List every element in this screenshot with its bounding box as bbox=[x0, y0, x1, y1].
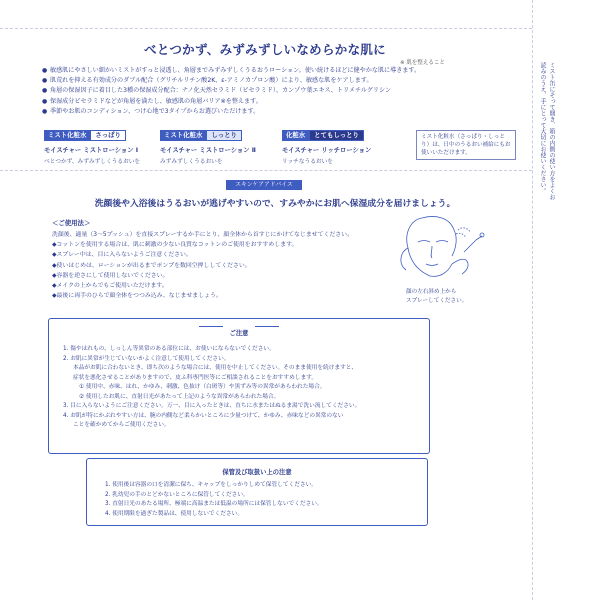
list-item: ① 使用中、赤味、はれ、かゆみ、刺激、色抜け（白斑等）や黒ずみ等の異常があらわれた場合。 bbox=[79, 384, 326, 390]
list-item: 3. 直射日光のあたる場所、極端に高温または低温の場所には保管しないでください。 bbox=[105, 501, 323, 507]
list-item: ● 敏感肌にやさしい細かいミストがすっと浸透し、角層までみずみずしくうるおうローション。使い続けるほどに健やかな肌に導きます。 bbox=[42, 66, 514, 76]
product-texture-label: とてもしっとり bbox=[309, 130, 364, 141]
advice-badge: スキンケアアドバイス bbox=[226, 180, 302, 190]
product-name: モイスチャー ミストローション Ⅱ bbox=[160, 147, 256, 154]
list-item: ◆使いはじめは、ローションが出るまでポンプを数回空押ししてください。 bbox=[52, 262, 251, 269]
list-item: 1. 使用後は容器の口を清潔に保ち、キャップをしっかりしめて保管してください。 bbox=[105, 482, 317, 488]
product-name: モイスチャー ミストローション Ⅰ bbox=[44, 147, 139, 154]
list-item: ◆容器を逆さにして使用しないでください。 bbox=[52, 272, 169, 279]
product-tag bbox=[282, 130, 394, 141]
product-name: モイスチャー リッチローション bbox=[282, 147, 372, 154]
list-item: ◆スプレー中は、目に入らないようご注意ください。 bbox=[52, 252, 192, 259]
list-item: 2. お肌に異常が生じていないかよく注意して使用してください。 bbox=[63, 355, 230, 362]
list-item: ② 使用したお肌に、直射日光があたって上記のような異常があらわれた場合。 bbox=[79, 393, 280, 400]
list-item: 2. 乳幼児の手のとどかないところに保管してください。 bbox=[105, 491, 249, 498]
fold-line bbox=[0, 170, 532, 171]
product-card bbox=[282, 130, 394, 165]
advice-text: 洗顔後や入浴後はうるおいが逃げやすいので、すみやかにお肌へ保湿成分を届けましょう。 bbox=[94, 199, 456, 209]
product-description: べとつかず、みずみずしくうるおいを bbox=[44, 159, 141, 165]
title-bracket bbox=[255, 326, 279, 335]
product-description: リッチなうるおいを bbox=[282, 159, 333, 165]
product-card bbox=[160, 130, 272, 165]
product-card bbox=[44, 130, 156, 165]
list-item: 洗顔後、適量（3～5プッシュ）を直接スプレーするか手にとり、顔全体から首すじにかけてなじませてください。 bbox=[52, 232, 353, 238]
list-item: 3. 目に入らないようにご注意ください。万一、目に入ったときは、直ちに水またはぬるま湯で洗い流してください。 bbox=[63, 403, 361, 409]
fold-line bbox=[0, 28, 532, 29]
fold-line bbox=[532, 0, 533, 600]
caution-list bbox=[63, 345, 419, 431]
list-item: ◆メイクの上からでもご使用いただけます。 bbox=[52, 283, 168, 290]
list-item: ● 保湿成分ビセラミドなどが角層を満たし、敏感肌の角層バリア※を整えます。 bbox=[42, 97, 514, 107]
storage-title: 保管及び取扱い上の注意 bbox=[218, 467, 295, 476]
face-illustration bbox=[392, 212, 494, 284]
title-bracket bbox=[199, 326, 223, 335]
vertical-instruction: ミスト缶にそって開き、箱の内側の使い方をよくお読みのうえ、手にとって大切にお使いください。 bbox=[539, 62, 555, 200]
caution-box bbox=[48, 318, 430, 454]
footnote-small: ※ 肌を整えること bbox=[400, 60, 445, 66]
product-type-label: 化粧水 bbox=[282, 130, 309, 141]
product-description: みずみずしくうるおいを bbox=[160, 159, 223, 165]
usage-heading: ＜ご使用法＞ bbox=[52, 219, 91, 227]
page-title: べとつかず、みずみずしいなめらかな肌に bbox=[144, 42, 386, 57]
list-item: 本品がお肌に合わないとき、即ち次のような場合には、使用を中止してください。そのまま使用を続けますと、 bbox=[73, 365, 358, 371]
product-tag bbox=[160, 130, 272, 141]
list-item: ◆コットンを使用する場合は、肌に刺激の少ない良質なコットンのご使用をおすすめします。 bbox=[52, 242, 298, 249]
product-type-label: ミスト化粧水 bbox=[160, 130, 206, 141]
feature-list bbox=[42, 66, 514, 117]
list-item: ● 季節やお肌のコンディション、つけ心地で3タイプからお選びいただけます。 bbox=[42, 107, 514, 117]
storage-box bbox=[86, 458, 428, 526]
product-texture-label: さっぱり bbox=[90, 130, 126, 141]
product-tag bbox=[44, 130, 156, 141]
mist-note-box: ミスト化粧水（さっぱり・しっとり）は、日中のうるおい補給にもお使いいただけます。 bbox=[416, 130, 516, 160]
list-item: 4. 使用期限を過ぎた製品は、使用しないでください。 bbox=[105, 510, 244, 517]
list-item: 1. 傷やはれもの、しっしん等異常のある部位には、お使いにならないでください。 bbox=[63, 346, 275, 352]
face-caption bbox=[406, 288, 467, 306]
list-item: ● 肌荒れを抑える有効成分のダブル配合（グリチルリチン酸2K、ε-アミノカプロン酸）により、敏感な肌をケアします。 bbox=[42, 76, 514, 86]
caution-title: ご注意 bbox=[226, 328, 253, 337]
list-item: ● 角層の保湿因子に着目した3種の保湿成分配合：ナノ化天然セラミド（ビセラミド）、カンゾウ葉エキス、トリメチルグリシン bbox=[42, 86, 514, 96]
product-texture-label: しっとり bbox=[206, 130, 242, 141]
caption-line: スプレーしてください。 bbox=[406, 298, 468, 304]
list-item: 4. お肌が特にかぶれやすい方は、腕の内側など柔らかいところに少量つけて、かゆみ、赤味などの異常のない bbox=[63, 412, 344, 419]
list-item: 症状を悪化させることがありますので、皮ふ科専門医等にご相談されることをおすすめします。 bbox=[73, 374, 318, 381]
storage-list bbox=[105, 481, 415, 519]
usage-list bbox=[52, 230, 382, 301]
product-type-label: ミスト化粧水 bbox=[44, 130, 90, 141]
list-item: ことを確かめてからご使用ください。 bbox=[73, 422, 170, 428]
list-item: ◆最後に両手のひらで顔全体をつつみ込み、なじませましょう。 bbox=[52, 293, 222, 300]
caption-line: 顔の左右斜め上から bbox=[406, 289, 457, 295]
